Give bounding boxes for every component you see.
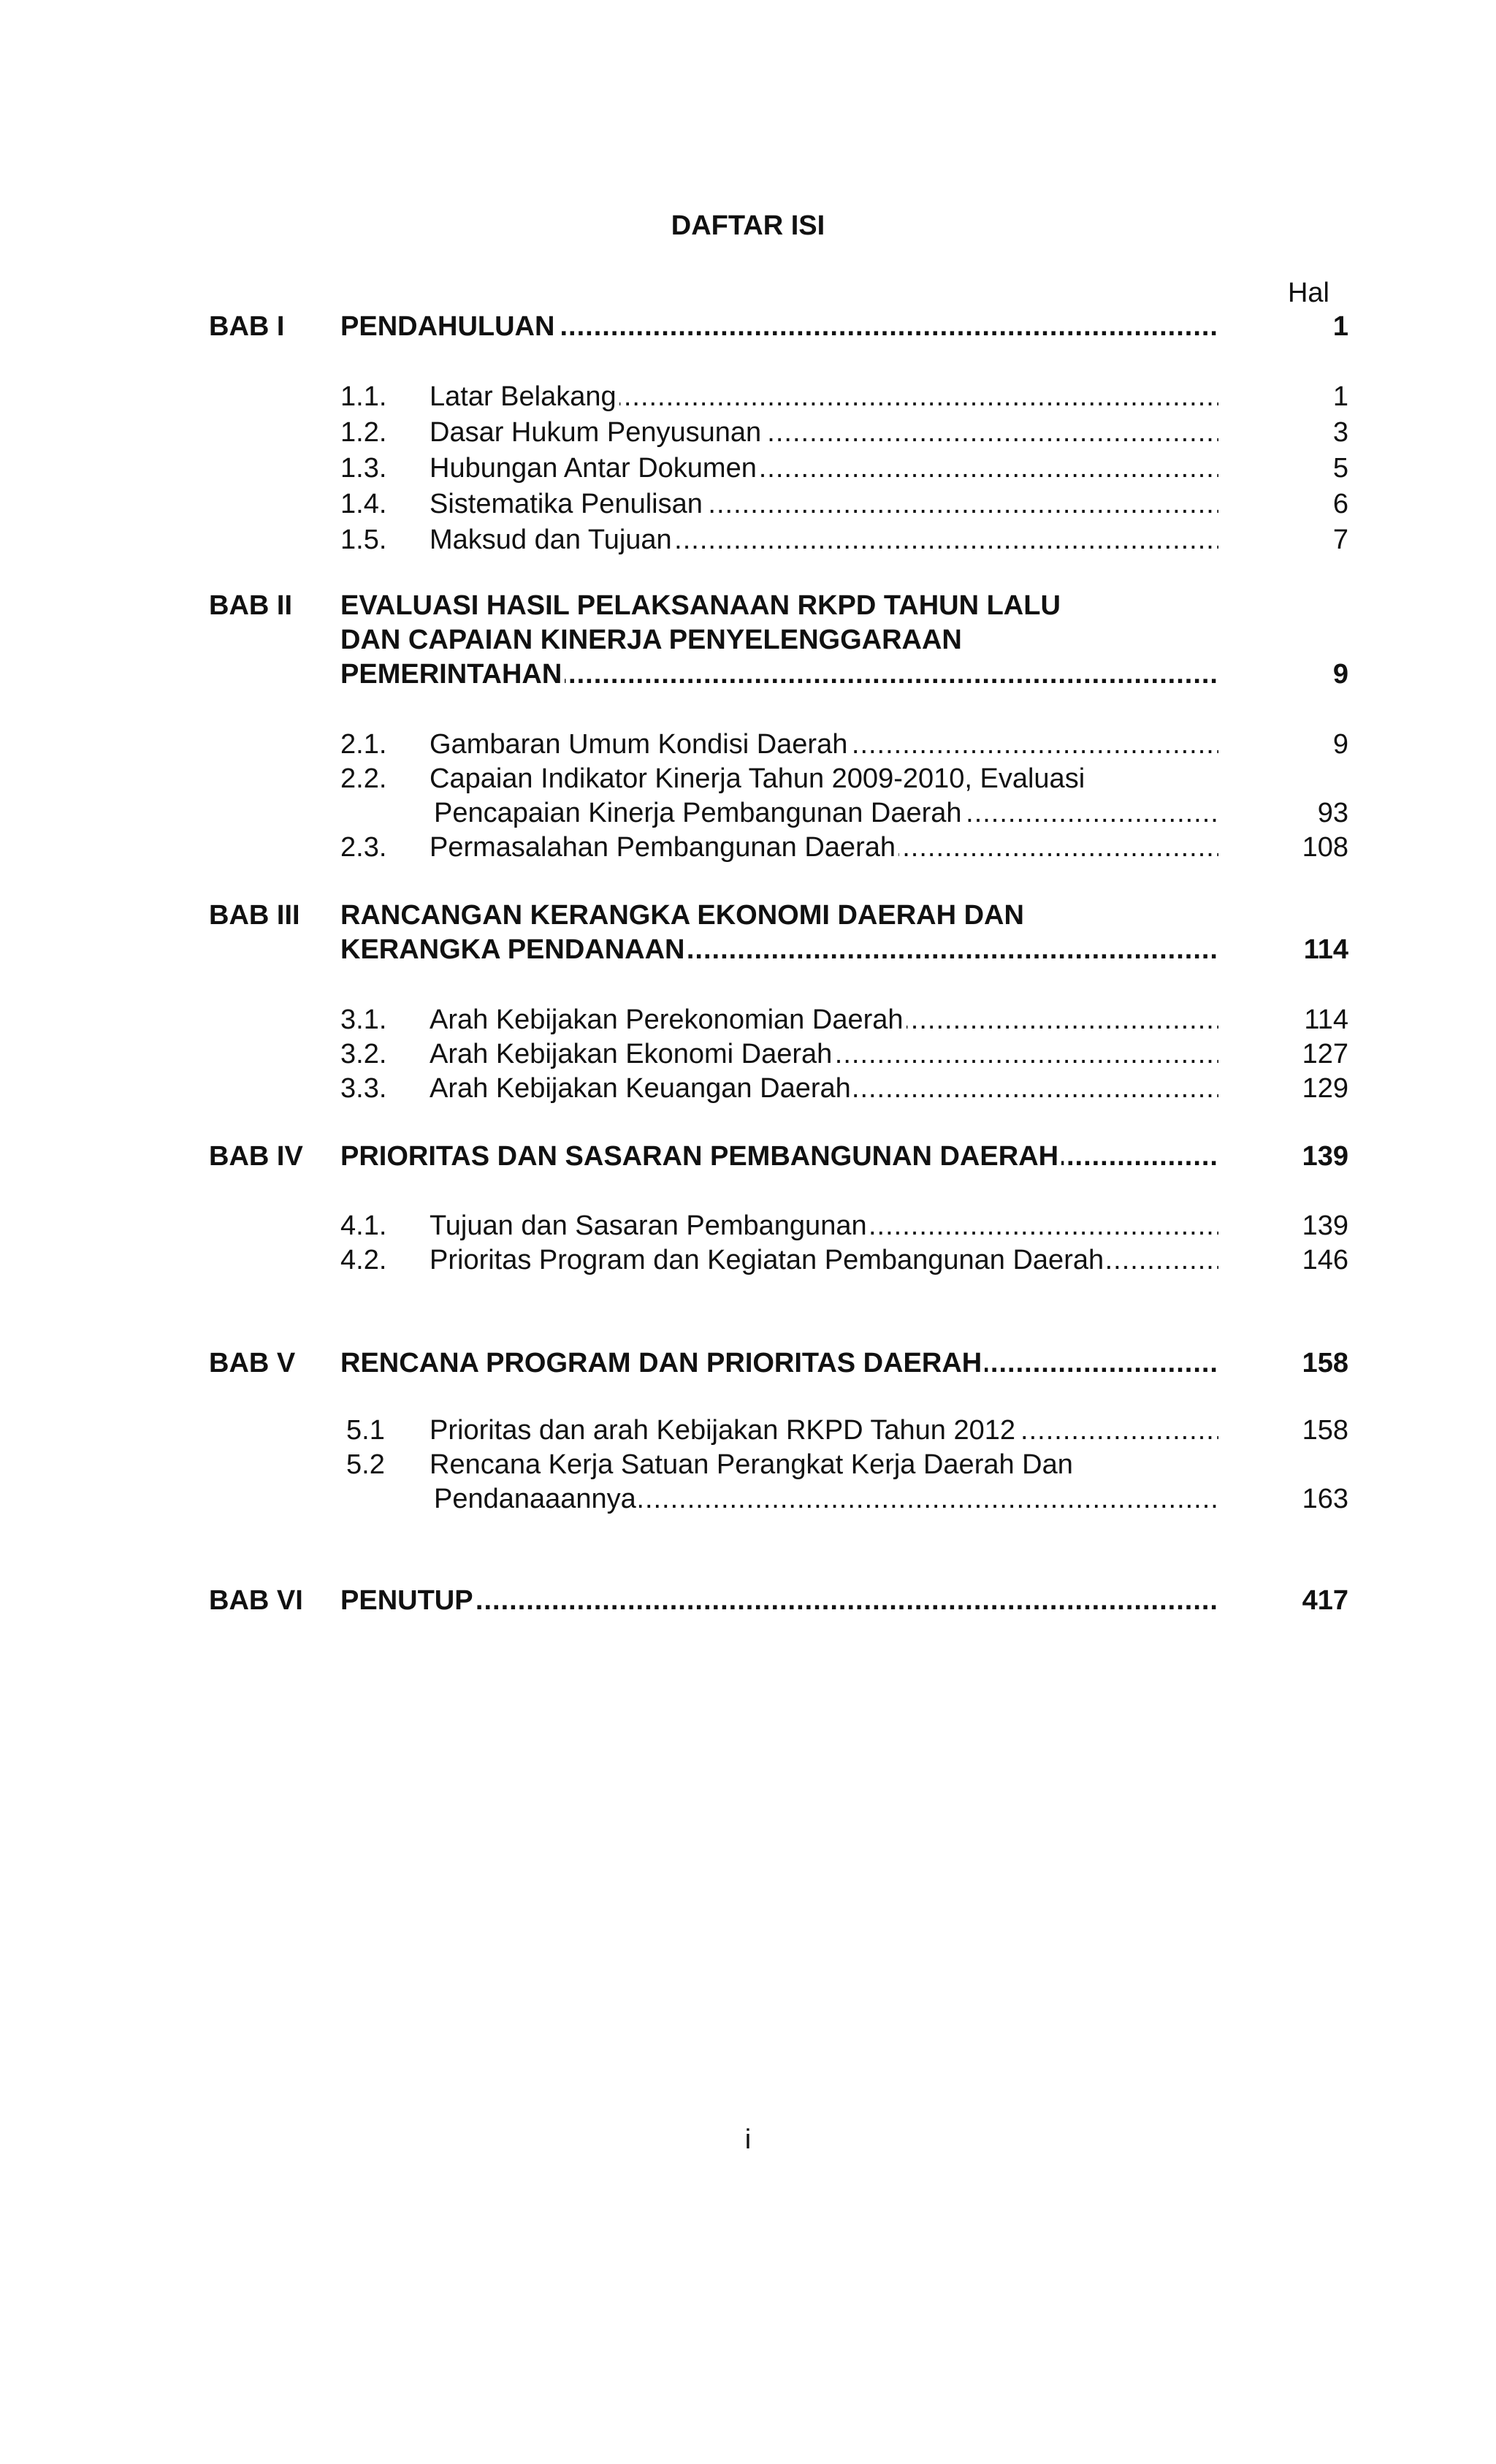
page-title: DAFTAR ISI: [671, 210, 825, 241]
section-page: 163: [1302, 1484, 1348, 1514]
chapter-title: RANCANGAN KERANGKA EKONOMI DAERAH DAN: [340, 900, 1024, 931]
chapter-title: PRIORITAS DAN SASARAN PEMBANGUNAN DAERAH .....: [340, 1140, 1217, 1173]
chapter-page: 9: [1332, 659, 1348, 690]
section-title: Sistematika Penulisan .....: [430, 487, 1218, 521]
chapter-label: BAB VI: [209, 1585, 303, 1616]
chapter-page: 139: [1302, 1141, 1348, 1172]
section-page: 9: [1332, 729, 1348, 760]
section-number: 3.3.: [340, 1073, 387, 1104]
section-page: 146: [1302, 1245, 1348, 1275]
section-title: Tujuan dan Sasaran Pembangunan .....: [430, 1209, 1218, 1243]
section-page: 114: [1304, 1004, 1348, 1035]
section-number: 1.3.: [340, 453, 387, 484]
section-title: Rencana Kerja Satuan Perangkat Kerja Daerah Dan: [430, 1449, 1073, 1480]
section-title: Pencapaian Kinerja Pembangunan Daerah .....: [434, 796, 1218, 830]
chapter-title: PENDAHULUAN .....: [340, 310, 1217, 343]
section-page: 7: [1332, 525, 1348, 555]
section-title: Prioritas Program dan Kegiatan Pembangunan Daerah .....: [430, 1243, 1218, 1277]
section-number: 4.1.: [340, 1210, 387, 1241]
section-title: Dasar Hukum Penyusunan .....: [430, 416, 1218, 449]
chapter-label: BAB II: [209, 590, 292, 621]
section-page: 108: [1302, 832, 1348, 863]
section-title: Arah Kebijakan Keuangan Daerah .....: [430, 1072, 1218, 1105]
section-title: Pendanaaannya .....: [434, 1482, 1218, 1516]
section-number: 3.2.: [340, 1039, 387, 1069]
section-page: 6: [1332, 489, 1348, 519]
chapter-title: DAN CAPAIAN KINERJA PENYELENGGARAAN: [340, 625, 962, 655]
section-page: 3: [1332, 417, 1348, 448]
section-page: 127: [1302, 1039, 1348, 1069]
section-title: Arah Kebijakan Perekonomian Daerah .....: [430, 1003, 1218, 1037]
section-number: 1.2.: [340, 417, 387, 448]
section-number: 1.5.: [340, 525, 387, 555]
section-number: 1.4.: [340, 489, 387, 519]
chapter-title: PEMERINTAHAN .....: [340, 657, 1217, 691]
page-column-header: Hal: [1287, 278, 1329, 308]
section-title: Maksud dan Tujuan .....: [430, 523, 1218, 557]
chapter-page: 1: [1332, 311, 1348, 342]
section-title: Permasalahan Pembangunan Daerah .....: [430, 831, 1218, 864]
section-number: 2.3.: [340, 832, 387, 863]
section-page: 93: [1317, 798, 1348, 828]
section-title: Arah Kebijakan Ekonomi Daerah .....: [430, 1037, 1218, 1071]
chapter-page: 158: [1302, 1348, 1348, 1378]
chapter-label: BAB V: [209, 1348, 296, 1378]
chapter-title: EVALUASI HASIL PELAKSANAAN RKPD TAHUN LALU: [340, 590, 1061, 621]
section-number: 2.2.: [340, 763, 387, 794]
section-title: Prioritas dan arah Kebijakan RKPD Tahun 2012 .....: [430, 1414, 1218, 1447]
section-number: 2.1.: [340, 729, 387, 760]
section-number: 5.1: [346, 1415, 385, 1446]
section-number: 3.1.: [340, 1004, 387, 1035]
page-number: i: [744, 2124, 752, 2155]
chapter-label: BAB I: [209, 311, 285, 342]
section-page: 5: [1332, 453, 1348, 484]
section-number: 4.2.: [340, 1245, 387, 1275]
section-title: Capaian Indikator Kinerja Tahun 2009-2010, Evaluasi: [430, 763, 1085, 794]
section-title: Hubungan Antar Dokumen .....: [430, 451, 1218, 485]
chapter-title: PENUTUP .....: [340, 1584, 1217, 1617]
chapter-title: KERANGKA PENDANAAN .....: [340, 933, 1217, 966]
chapter-page: 114: [1303, 934, 1348, 965]
section-page: 129: [1302, 1073, 1348, 1104]
section-page: 139: [1302, 1210, 1348, 1241]
section-title: Gambaran Umum Kondisi Daerah .....: [430, 728, 1218, 761]
chapter-page: 417: [1302, 1585, 1348, 1616]
section-title: Latar Belakang .....: [430, 380, 1218, 413]
section-number: 1.1.: [340, 381, 387, 412]
chapter-label: BAB III: [209, 900, 300, 931]
chapter-title: RENCANA PROGRAM DAN PRIORITAS DAERAH .....: [340, 1346, 1217, 1380]
section-page: 158: [1302, 1415, 1348, 1446]
section-number: 5.2: [346, 1449, 385, 1480]
section-page: 1: [1332, 381, 1348, 412]
chapter-label: BAB IV: [209, 1141, 303, 1172]
